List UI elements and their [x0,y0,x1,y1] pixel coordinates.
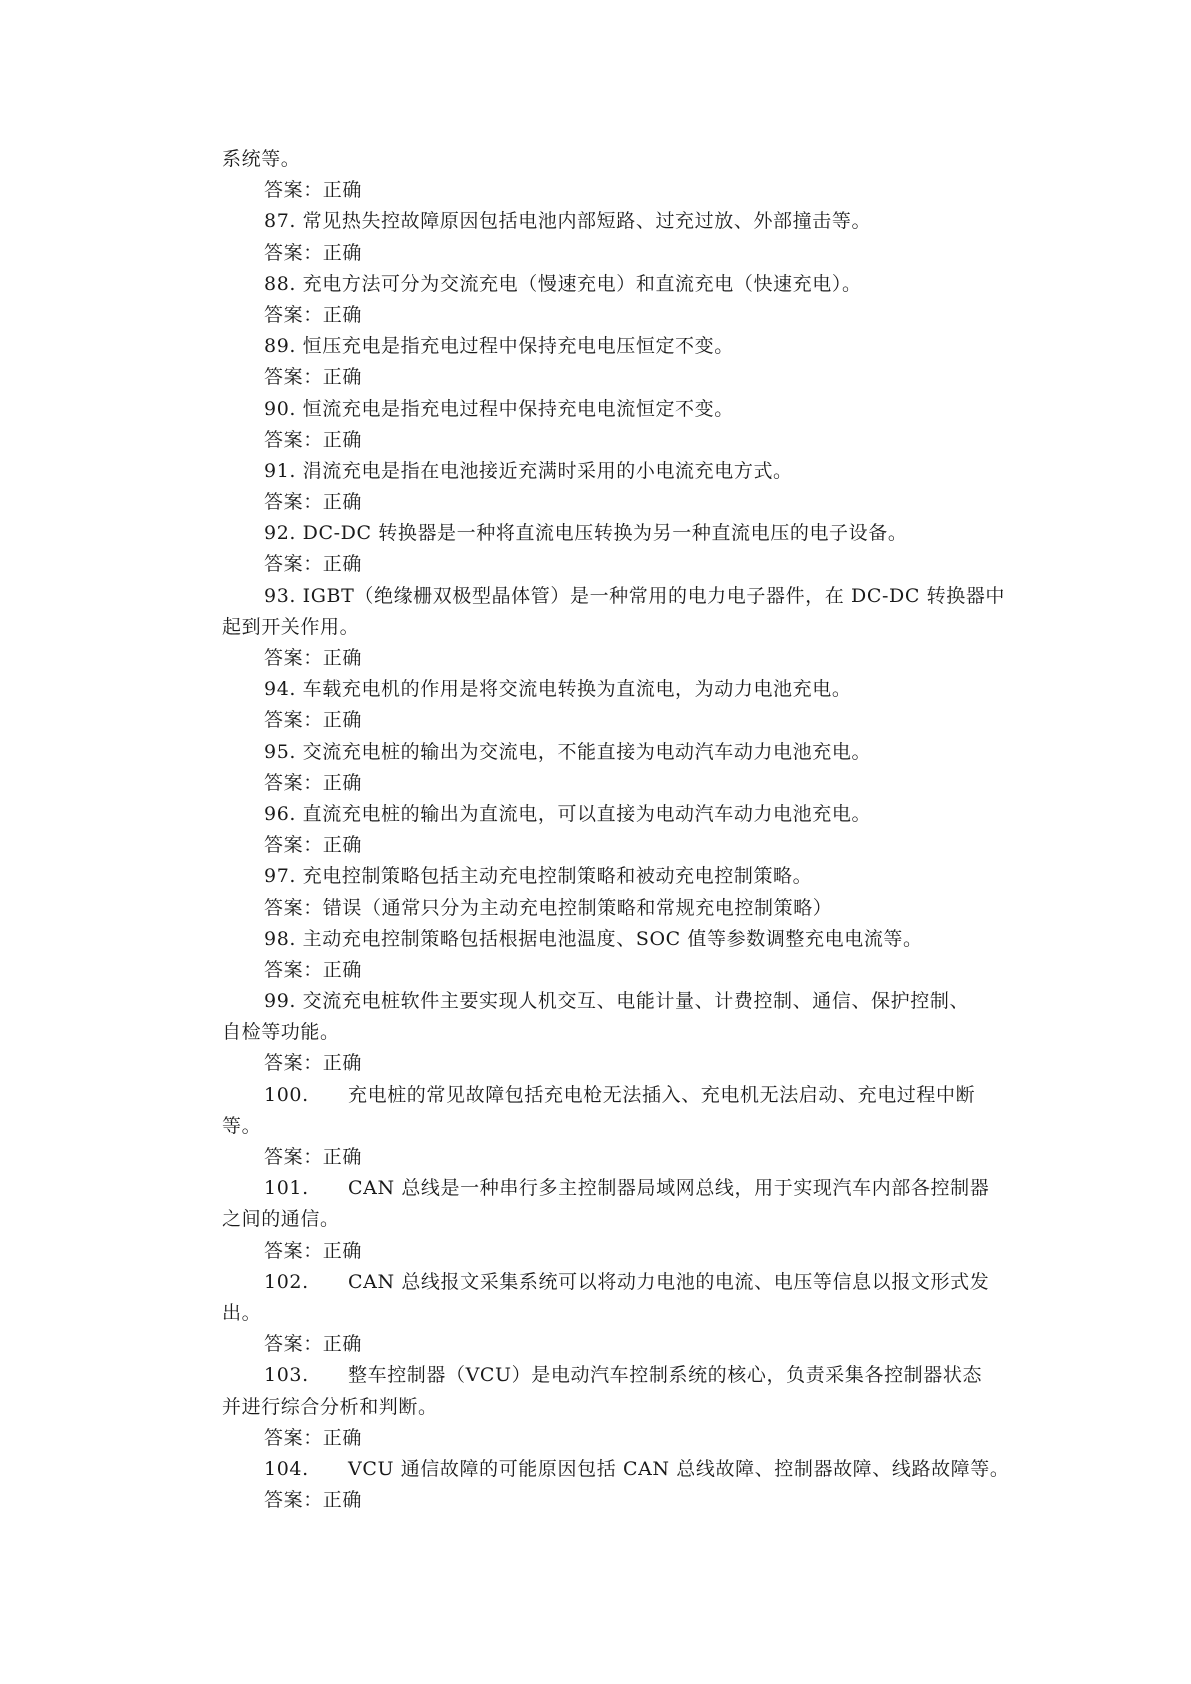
answer-line [222,1048,1012,1079]
answer-line [222,549,1012,580]
text-line [222,1080,1012,1111]
text-line [222,1111,1012,1142]
line-text: 起到开关作用。 [222,615,360,638]
text-line [222,1360,1012,1391]
answer-line [222,1236,1012,1267]
answer-line [222,1329,1012,1360]
text-line [222,737,1012,768]
line-text: 答案：正确 [264,1489,363,1512]
line-text: 87. 常见热失控故障原因包括电池内部短路、过充过放、外部撞击等。 [264,210,872,233]
text-line [222,986,1012,1017]
answer-line [222,1485,1012,1516]
answer-line [222,425,1012,456]
line-text: 99. 交流充电桩软件主要实现人机交互、电能计量、计费控制、通信、保护控制、 [264,990,970,1013]
line-text: 91. 涓流充电是指在电池接近充满时采用的小电流充电方式。 [264,459,793,482]
line-text: VCU 通信故障的可能原因包括 CAN 总线故障、控制器故障、线路故障等。 [348,1457,1010,1480]
line-text: 94. 车载充电机的作用是将交流电转换为直流电，为动力电池充电。 [264,678,852,701]
line-text: 89. 恒压充电是指充电过程中保持充电电压恒定不变。 [264,335,734,358]
line-text: 95. 交流充电桩的输出为交流电，不能直接为电动汽车动力电池充电。 [264,740,872,763]
line-text: 答案：正确 [264,1333,363,1356]
line-text: 答案：正确 [264,647,363,669]
text-line [222,861,1012,892]
answer-line [222,1142,1012,1173]
line-text: 整车控制器（VCU）是电动汽车控制系统的核心，负责采集各控制器状态 [348,1364,983,1387]
answer-line [222,362,1012,393]
line-text: 96. 直流充电桩的输出为直流电，可以直接为电动汽车动力电池充电。 [264,802,872,825]
line-text: 答案：正确 [264,491,363,514]
line-text: 并进行综合分析和判断。 [222,1395,438,1418]
line-text: 等。 [222,1114,262,1137]
line-text: 92. DC-DC 转换器是一种将直流电压转换为另一种直流电压的电子设备。 [264,522,908,545]
text-line [222,581,1012,612]
text-line [222,1298,1012,1329]
line-text: 答案：正确 [264,771,363,794]
text-line [222,518,1012,549]
line-text: 出。 [222,1301,262,1324]
answer-line [222,830,1012,861]
text-line [222,1204,1012,1235]
text-line [222,394,1012,425]
text-line [222,1454,1012,1485]
text-line [222,1267,1012,1298]
text-line [222,1017,1012,1048]
line-text: 答案：正确 [264,428,363,451]
document-page [222,144,1012,1516]
item-number: 104. [264,1457,309,1480]
answer-line [222,893,1012,924]
line-text: 系统等。 [222,148,301,170]
answer-line [222,955,1012,986]
answer-line [222,238,1012,269]
text-line [222,269,1012,300]
line-text: 答案：正确 [264,709,363,732]
answer-line [222,175,1012,206]
item-number: 102. [264,1270,309,1293]
answer-line [222,487,1012,518]
line-text: CAN 总线是一种串行多主控制器局域网总线，用于实现汽车内部各控制器 [348,1177,990,1200]
item-number: 103. [264,1364,309,1387]
line-text: 答案：正确 [264,1052,363,1075]
line-text: 答案：正确 [264,1146,363,1168]
line-text: 答案：正确 [264,241,363,264]
item-number: 101. [264,1177,309,1200]
line-text: 93. IGBT（绝缘栅双极型晶体管）是一种常用的电力电子器件，在 DC-DC 转换器中 [264,584,1006,607]
line-text: 答案：正确 [264,834,363,857]
line-text: 答案：正确 [264,553,363,576]
text-line [222,144,1012,175]
line-text: 自检等功能。 [222,1021,340,1044]
line-text: 答案：正确 [264,303,363,326]
text-line [222,1173,1012,1204]
line-text: 之间的通信。 [222,1208,340,1231]
text-line [222,799,1012,830]
line-text: 答案：正确 [264,179,363,202]
answer-line [222,1423,1012,1454]
text-line [222,924,1012,955]
text-line [222,612,1012,643]
text-line [222,674,1012,705]
answer-line [222,300,1012,331]
item-number: 100. [264,1083,309,1106]
line-text: 答案：正确 [264,1239,363,1262]
line-text: 97. 充电控制策略包括主动充电控制策略和被动充电控制策略。 [264,865,813,888]
line-text: 88. 充电方法可分为交流充电（慢速充电）和直流充电（快速充电）。 [264,272,862,295]
line-text: 答案：正确 [264,1426,363,1449]
line-text: 答案：正确 [264,958,363,981]
answer-line [222,643,1012,674]
line-text: CAN 总线报文采集系统可以将动力电池的电流、电压等信息以报文形式发 [348,1270,990,1293]
text-line [222,456,1012,487]
answer-line [222,768,1012,799]
text-line [222,206,1012,237]
answer-line [222,705,1012,736]
line-text: 90. 恒流充电是指充电过程中保持充电电流恒定不变。 [264,397,734,420]
line-text: 答案：错误（通常只分为主动充电控制策略和常规充电控制策略） [264,896,833,919]
line-text: 98. 主动充电控制策略包括根据电池温度、SOC 值等参数调整充电电流等。 [264,927,923,950]
text-line [222,331,1012,362]
line-text: 充电桩的常见故障包括充电枪无法插入、充电机无法启动、充电过程中断 [348,1083,976,1106]
line-text: 答案：正确 [264,366,363,389]
text-line [222,1392,1012,1423]
